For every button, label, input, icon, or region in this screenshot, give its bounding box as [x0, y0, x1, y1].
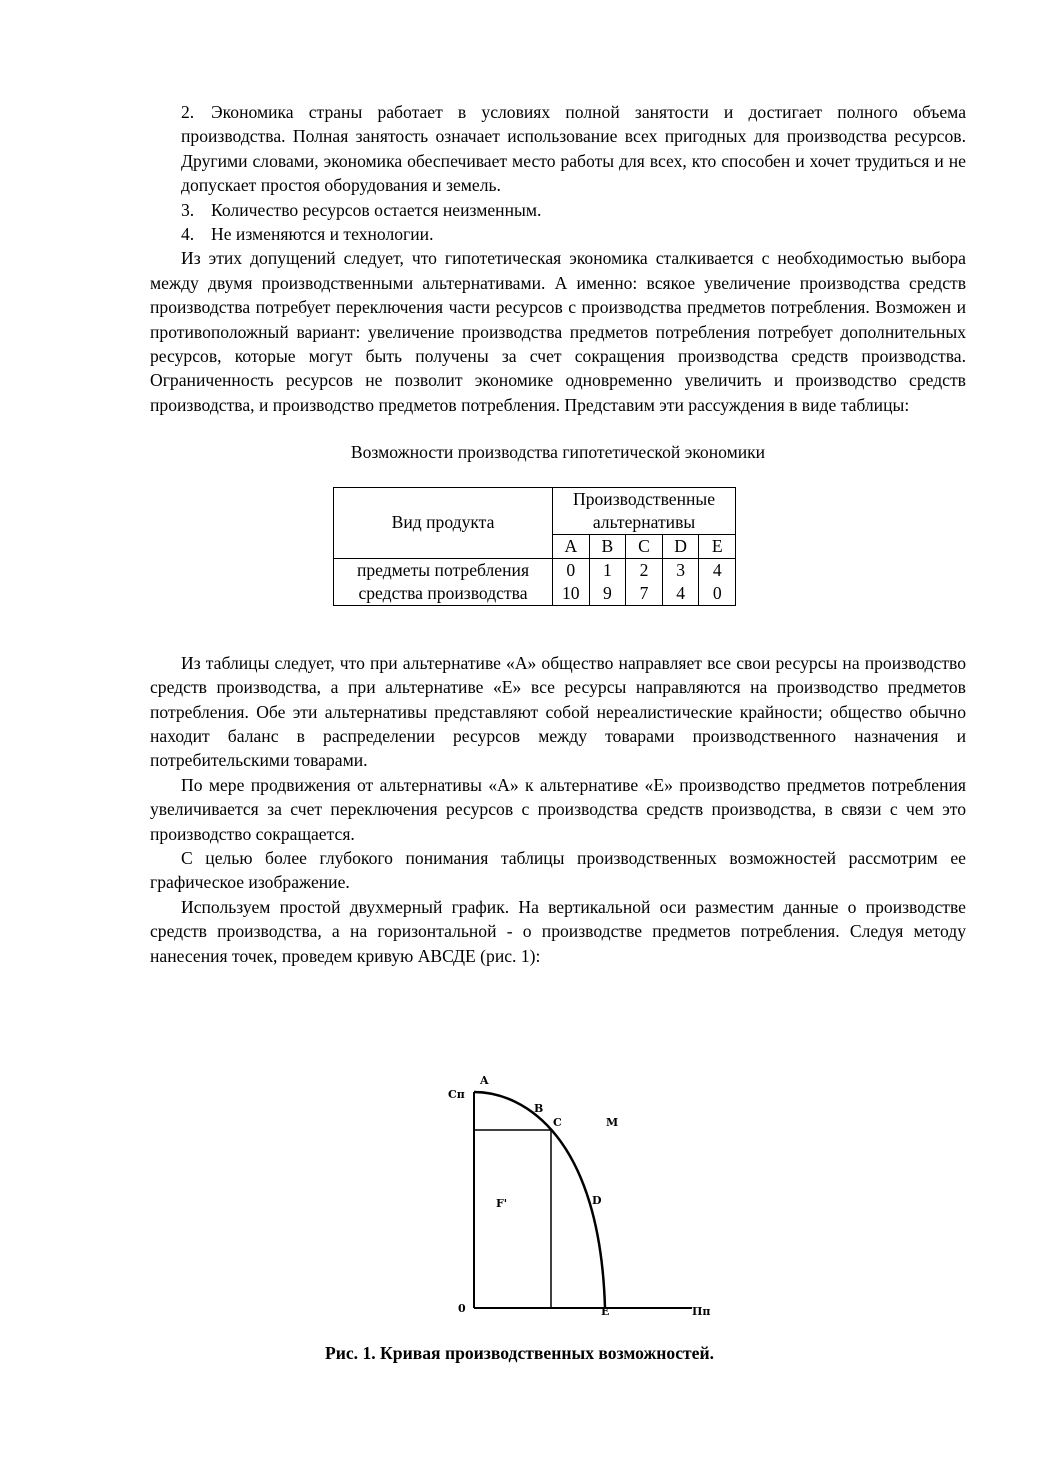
- paragraph: По мере продвижения от альтернативы «А» к альтернативе «Е» производство предметов потребления увеличивается за счет переключения ресурсов с производства средств производства, в связи с чем это производство сокращается.: [150, 774, 966, 844]
- list-text: Не изменяются и технологии.: [211, 224, 434, 245]
- row-label: предметы потребления средства производства: [334, 558, 553, 605]
- point-label-e: E: [601, 1305, 610, 1318]
- y-axis-label: Сп: [448, 1088, 465, 1101]
- cell-d: 3 4: [662, 558, 699, 605]
- alt-header-b: B: [589, 534, 626, 558]
- list-number: 2.: [181, 102, 195, 122]
- cell-e: 4 0: [699, 558, 736, 605]
- ppf-curve: [474, 1092, 605, 1308]
- document-body: [150, 100, 966, 968]
- paragraph: Используем простой двухмерный график. На вертикальной оси разместим данные о производстве средств производства, а на горизонтальной - о производстве предметов потребления. Следуя методу нанесения точек, проведем кривую АВСДЕ (рис. 1):: [150, 896, 966, 966]
- alt-header-d: D: [662, 534, 699, 558]
- figure-caption: Рис. 1. Кривая производственных возможностей.: [324, 1343, 715, 1363]
- table-caption: Возможности производства гипотетической экономики: [350, 442, 766, 463]
- x-axis-label: Пп: [692, 1305, 711, 1318]
- list-item-3: [150, 198, 966, 222]
- paragraph: Из этих допущений следует, что гипотетическая экономика сталкивается с необходимостью выбора между двумя производственными альтернативами. А именно: всякое увеличение производства средств производства потребует переключения части ресурсов с производства предметов потребления. Возможен и противоположный вариант: увеличение производства предметов потребления потребует дополнительных ресурсов, которые могут быть получены за счет сокращения производства средств производства. Ограниченность ресурсов не позволит экономике одновременно увеличить и производство средств производства, и производство предметов потребления. Представим эти рассуждения в виде таблицы:: [150, 248, 966, 415]
- header-alternatives: Производственные альтернативы: [553, 487, 736, 534]
- point-label-b: B: [534, 1102, 544, 1115]
- alt-header-a: A: [553, 534, 590, 558]
- list-item-2: [150, 100, 966, 198]
- list-item-4: [150, 222, 966, 246]
- inside-point-label: F': [496, 1197, 508, 1210]
- cell-a: 0 10: [553, 558, 590, 605]
- list-text: Экономика страны работает в условиях полной занятости и достигает полного объема производства. Полная занятость означает использование всех пригодных для производства ресурсов. Другими словами, экономика обеспечивает место работы для всех, кто способен и хочет трудиться и не допускает простоя оборудования и земель.: [181, 102, 966, 196]
- production-possibilities-table: [333, 487, 736, 606]
- point-label-a: A: [480, 1074, 489, 1087]
- list-number: 4.: [181, 224, 195, 245]
- point-label-d: D: [592, 1194, 602, 1207]
- paragraph: С целью более глубокого понимания таблицы производственных возможностей рассмотрим ее графическое изображение.: [150, 847, 966, 893]
- header-product: Вид продукта: [334, 487, 553, 558]
- list-text: Количество ресурсов остается неизменным.: [211, 199, 542, 220]
- outside-point-label: M: [606, 1116, 619, 1129]
- origin-label: 0: [458, 1302, 466, 1315]
- cell-b: 1 9: [589, 558, 626, 605]
- ppf-figure: [440, 1068, 740, 1328]
- paragraph: Из таблицы следует, что при альтернативе «А» общество направляет все свои ресурсы на производство средств производства, а при альтернативе «Е» все ресурсы направляются на производство предметов потребления. Обе эти альтернативы представляют собой нереалистические крайности; общество обычно находит баланс в распределении ресурсов между товарами производственного назначения и потребительскими товарами.: [150, 652, 966, 771]
- list-number: 3.: [181, 199, 195, 220]
- cell-c: 2 7: [626, 558, 663, 605]
- alt-header-c: C: [626, 534, 663, 558]
- alt-header-e: E: [699, 534, 736, 558]
- point-label-c: C: [553, 1116, 562, 1129]
